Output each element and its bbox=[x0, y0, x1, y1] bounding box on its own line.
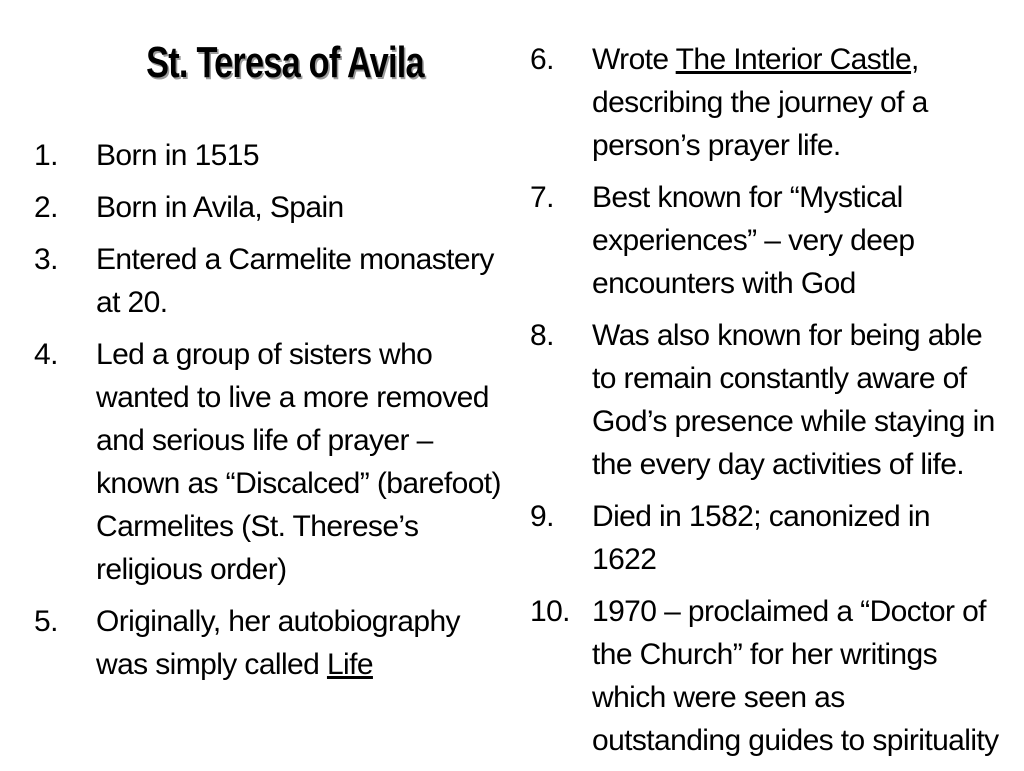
book-title-life: Life bbox=[326, 648, 373, 681]
list-item bbox=[530, 38, 1000, 167]
item-number: 1. bbox=[34, 139, 58, 172]
item-number: 3. bbox=[34, 243, 58, 276]
list-item bbox=[34, 134, 504, 177]
item-text: Entered a Carmelite monastery at 20. bbox=[96, 243, 494, 319]
item-number: 6. bbox=[530, 43, 554, 76]
item-number: 5. bbox=[34, 605, 58, 638]
item-text: Best known for “Mystical experiences” – very deep encounters with God bbox=[592, 181, 915, 300]
list-item bbox=[34, 186, 504, 229]
item-number: 9. bbox=[530, 500, 554, 533]
list-item bbox=[34, 238, 504, 324]
list-item bbox=[530, 590, 1000, 762]
list-item bbox=[34, 333, 504, 591]
list-item bbox=[530, 314, 1000, 486]
item-number: 10. bbox=[530, 595, 570, 628]
item-number: 8. bbox=[530, 319, 554, 352]
book-title-interior-castle: The Interior Castle bbox=[675, 43, 912, 76]
item-text bbox=[34, 600, 504, 686]
item-text: Was also known for being able to remain constantly aware of God’s presence while staying in the every day activities of life. bbox=[592, 319, 995, 481]
list-item bbox=[530, 176, 1000, 305]
item-text: Born in 1515 bbox=[96, 139, 259, 172]
list-item bbox=[530, 495, 1000, 581]
item-text-part: Originally, her autobiography was simply called bbox=[96, 605, 460, 681]
slide-title: St. Teresa of Avila bbox=[146, 38, 424, 87]
item-text: Led a group of sisters who wanted to live a more removed and serious life of prayer – known as “Discalced” (barefoot) Carmelites (St. Therese’s religious order) bbox=[96, 338, 501, 586]
left-list bbox=[34, 134, 504, 695]
list-item bbox=[34, 600, 504, 686]
item-text-part: , describing the journey of a person’s prayer life. bbox=[592, 43, 928, 162]
item-number: 2. bbox=[34, 191, 58, 224]
item-number: 4. bbox=[34, 338, 58, 371]
item-text: Born in Avila, Spain bbox=[96, 191, 344, 224]
item-text: Died in 1582; canonized in 1622 bbox=[592, 500, 930, 576]
item-text: 1970 – proclaimed a “Doctor of the Church” for her writings which were seen as outstanding guides to spirituality bbox=[592, 595, 999, 757]
item-number: 7. bbox=[530, 181, 554, 214]
item-text bbox=[530, 38, 1000, 167]
item-text-part: Wrote bbox=[592, 43, 676, 76]
right-list bbox=[530, 38, 1000, 771]
